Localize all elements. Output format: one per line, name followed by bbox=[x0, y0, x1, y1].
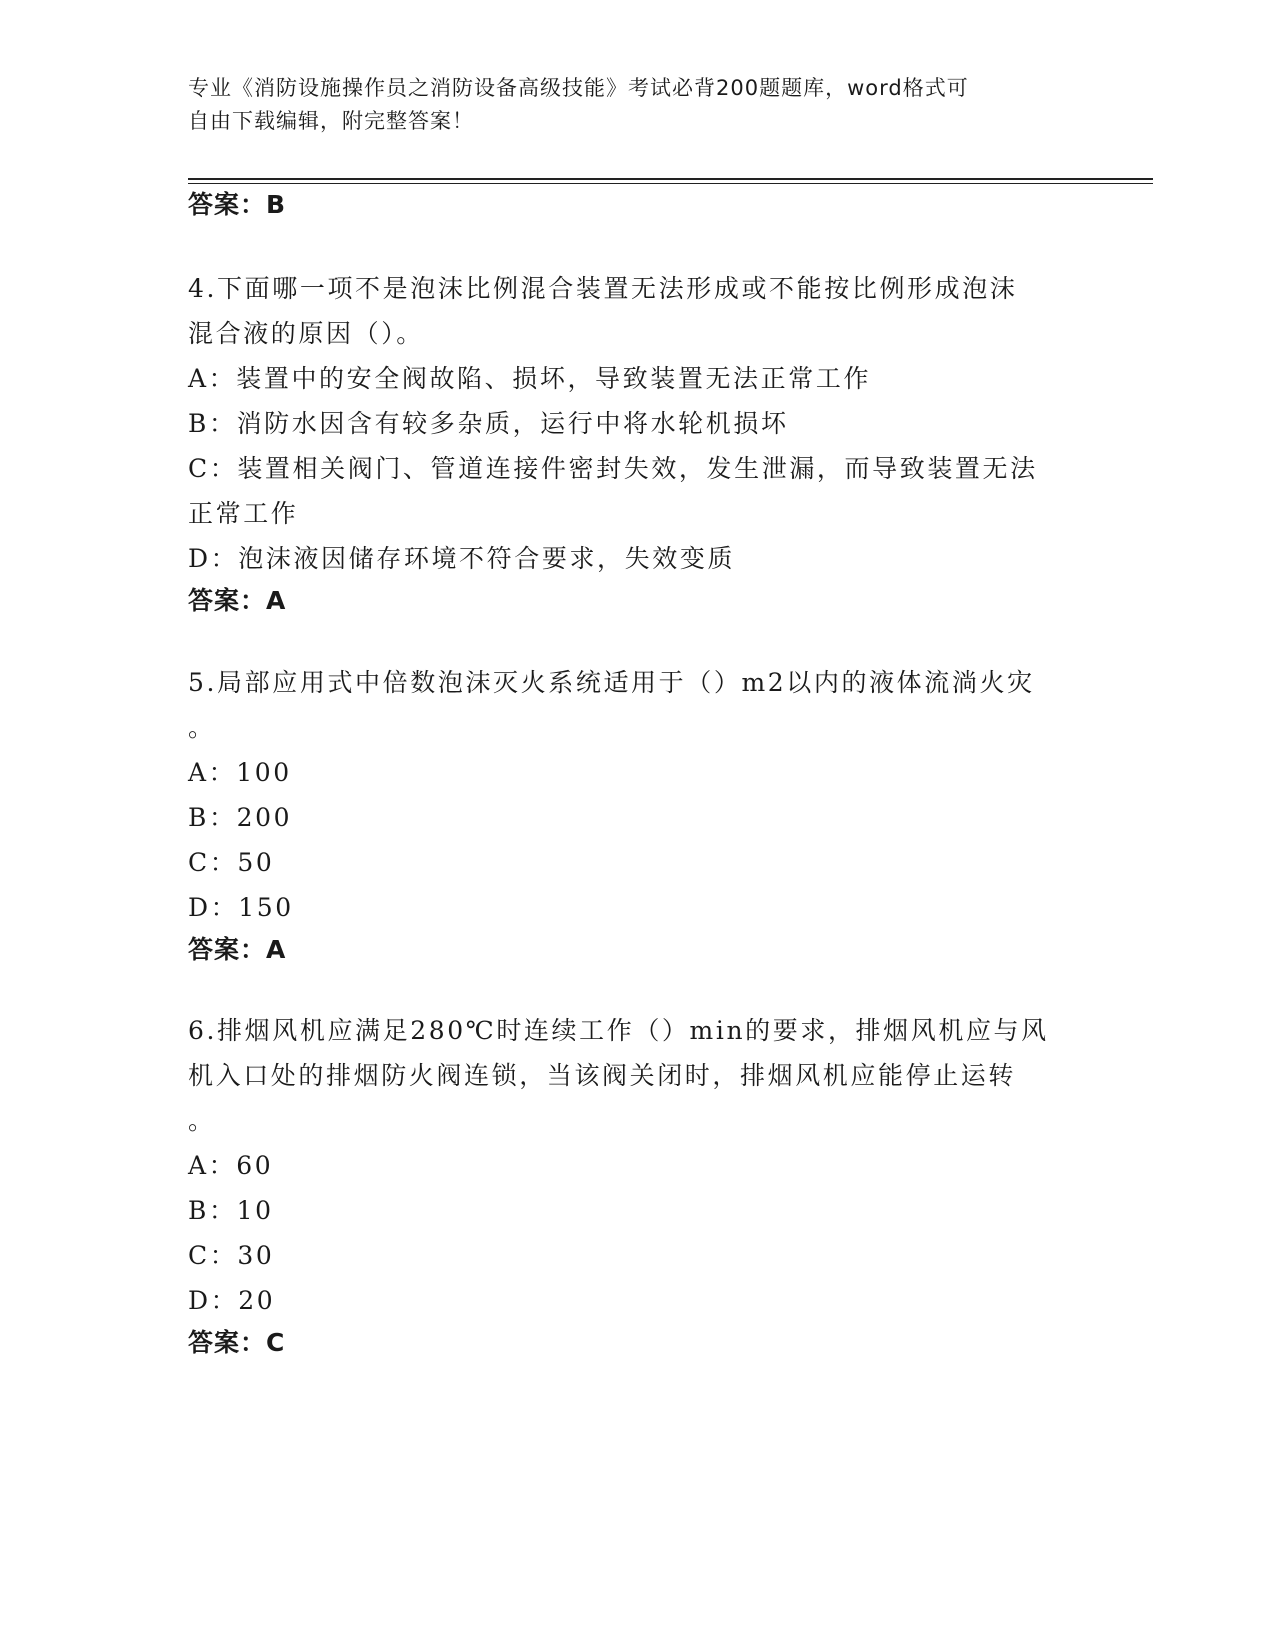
option-d: D：20 bbox=[188, 1286, 276, 1315]
option-c: C：30 bbox=[188, 1241, 275, 1270]
question-text-line: 5.局部应用式中倍数泡沫灭火系统适用于（）m2以内的液体流淌火灾 bbox=[188, 668, 1035, 697]
question-4 bbox=[188, 266, 1088, 621]
question-text-line: 。 bbox=[188, 713, 216, 742]
answer: 答案：A bbox=[188, 935, 287, 964]
header-line-2: 自由下载编辑，附完整答案！ bbox=[188, 109, 474, 133]
option-b: B：10 bbox=[188, 1196, 274, 1225]
option-d: D：150 bbox=[188, 893, 294, 922]
option-c: C：50 bbox=[188, 848, 275, 877]
question-text-line: 4.下面哪一项不是泡沫比例混合装置无法形成或不能按比例形成泡沫 bbox=[188, 274, 1018, 303]
answer: 答案：A bbox=[188, 586, 287, 615]
question-text-line: 6.排烟风机应满足280℃时连续工作（）min的要求，排烟风机应与风 bbox=[188, 1016, 1049, 1045]
header-divider-thin bbox=[188, 183, 1153, 184]
header-line-1: 专业《消防设施操作员之消防设备高级技能》考试必背200题题库，word格式可 bbox=[188, 76, 969, 100]
option-c: C：装置相关阀门、管道连接件密封失效，发生泄漏，而导致装置无法 bbox=[188, 454, 1038, 483]
prev-answer: 答案：B bbox=[188, 190, 287, 219]
option-d: D：泡沫液因储存环境不符合要求，失效变质 bbox=[188, 544, 736, 573]
header-divider bbox=[188, 178, 1153, 180]
option-a: A：100 bbox=[188, 758, 292, 787]
option-a: A：装置中的安全阀故陷、损坏，导致装置无法正常工作 bbox=[188, 364, 872, 393]
question-6 bbox=[188, 1008, 1088, 1363]
question-text-line: 机入口处的排烟防火阀连锁，当该阀关闭时，排烟风机应能停止运转 bbox=[188, 1061, 1017, 1090]
option-c-continued: 正常工作 bbox=[188, 499, 299, 528]
option-a: A：60 bbox=[188, 1151, 274, 1180]
answer: 答案：C bbox=[188, 1328, 286, 1357]
question-5 bbox=[188, 660, 1088, 970]
option-b: B：200 bbox=[188, 803, 293, 832]
question-text-line: 。 bbox=[188, 1106, 216, 1135]
page-header bbox=[188, 72, 1088, 138]
question-text-line: 混合液的原因（）。 bbox=[188, 319, 424, 348]
option-b: B：消防水因含有较多杂质，运行中将水轮机损坏 bbox=[188, 409, 789, 438]
